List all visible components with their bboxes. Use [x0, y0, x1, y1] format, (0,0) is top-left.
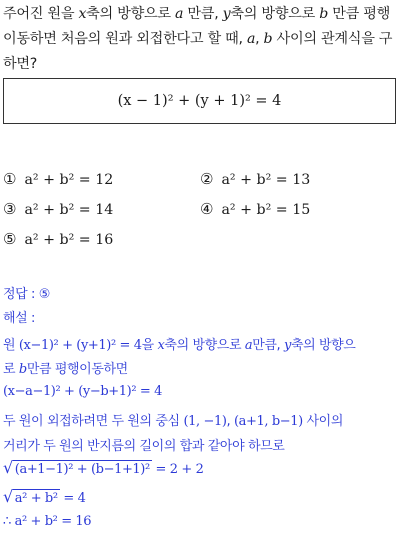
option-1[interactable]: ① a² + b² = 12 — [3, 170, 114, 188]
explanation-line-7: √ a² + b² = 4 — [3, 487, 86, 506]
explanation-line-2: 로 b만큼 평행이동하면 — [3, 362, 128, 377]
given-equation: (x − 1)² + (y + 1)² = 4 — [117, 93, 282, 109]
explanation-line-8: ∴ a² + b² = 16 — [3, 514, 92, 529]
question-line-2: 이동하면 처음의 원과 외접한다고 할 때, a, b 사이의 관계식을 구 — [3, 31, 393, 47]
explanation-line-3: (x−a−1)² + (y−b+1)² = 4 — [3, 384, 162, 399]
question-line-3: 하면? — [3, 56, 38, 72]
explanation-line-1: 원 (x−1)² + (y+1)² = 4을 x축의 방향으로 a만큼, y축의 방향으 — [3, 338, 356, 353]
question-line-1: 주어진 원을 x축의 방향으로 a 만큼, y축의 방향으로 b 만큼 평행 — [3, 6, 391, 22]
given-equation-box — [3, 78, 396, 124]
explanation-label: 해설 : — [3, 311, 36, 326]
option-3[interactable]: ③ a² + b² = 14 — [3, 200, 114, 218]
option-2[interactable]: ② a² + b² = 13 — [200, 170, 311, 188]
answer-label: 정답 : ⑤ — [3, 287, 51, 302]
question-text — [3, 2, 398, 77]
explanation-line-4: 두 원이 외접하려면 두 원의 중심 (1, −1), (a+1, b−1) 사이의 — [3, 414, 343, 429]
explanation-line-6: √ (a+1−1)² + (b−1+1)² = 2 + 2 — [3, 458, 204, 477]
option-5[interactable]: ⑤ a² + b² = 16 — [3, 230, 114, 248]
sqrt-distance: √ (a+1−1)² + (b−1+1)² — [3, 458, 150, 477]
explanation-line-5: 거리가 두 원의 반지름의 길이의 합과 같아야 하므로 — [3, 439, 285, 454]
sqrt-sum: √ a² + b² — [3, 487, 58, 506]
option-4[interactable]: ④ a² + b² = 15 — [200, 200, 311, 218]
